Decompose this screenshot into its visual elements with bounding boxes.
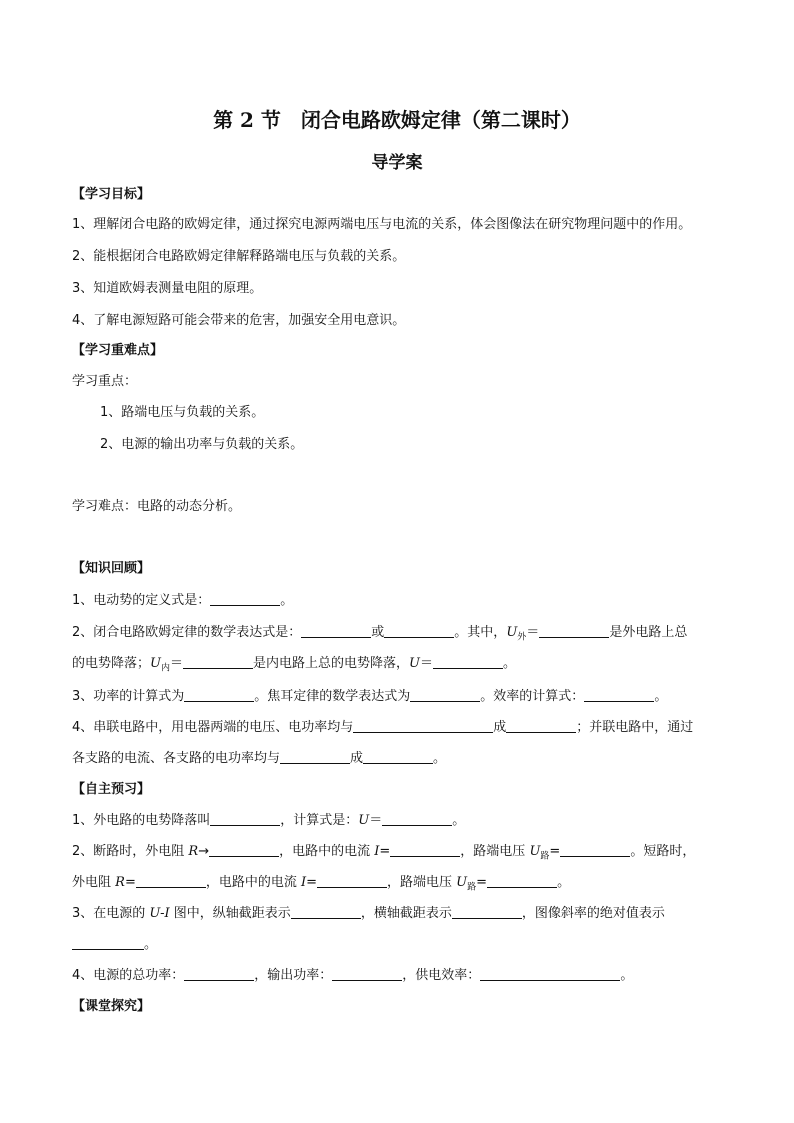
- goal-item-3: 3、知道欧姆表测量电阻的原理。: [72, 281, 263, 296]
- preview-question-4: 4、电源的总功率： ，输出功率： ，供电效率： 。: [72, 968, 634, 983]
- answer-blank[interactable]: [332, 967, 402, 981]
- answer-blank[interactable]: [410, 688, 480, 702]
- review-question-2-cont: 的电势降落；$U_内=$ 是内电路上总的电势降落，U＝ 。: [72, 656, 517, 674]
- answer-blank[interactable]: [487, 874, 557, 888]
- preview-question-1: 1、外电路的电势降落叫 ，计算式是：U＝ 。: [72, 813, 466, 828]
- answer-blank[interactable]: [301, 624, 371, 638]
- page-title: 第 2 节 闭合电路欧姆定律（第二课时）: [213, 108, 581, 132]
- section-heading-preview: 【自主预习】: [72, 782, 151, 797]
- section-heading-key-points: 【学习重难点】: [72, 343, 164, 358]
- focus-label: 学习重点：: [72, 374, 138, 389]
- answer-blank[interactable]: [539, 624, 609, 638]
- answer-blank[interactable]: [210, 592, 280, 606]
- answer-blank[interactable]: [72, 936, 144, 950]
- preview-question-2: 2、断路时，外电阻 R→ ，电路中的电流 I= ，路端电压 $U_路=$ 。短路时，: [72, 844, 696, 862]
- section-heading-review: 【知识回顾】: [72, 561, 151, 576]
- answer-blank[interactable]: [210, 812, 280, 826]
- difficulty-text: 学习难点：电路的动态分析。: [72, 499, 242, 514]
- preview-question-2-cont: 外电阻 R= ，电路中的电流 I= ，路端电压 $U_路=$ 。: [72, 875, 571, 893]
- focus-item-1: 1、路端电压与负载的关系。: [100, 405, 265, 420]
- answer-blank[interactable]: [280, 750, 350, 764]
- review-question-3: 3、功率的计算式为 。焦耳定律的数学表达式为 。效率的计算式： 。: [72, 689, 668, 704]
- goal-item-4: 4、了解电源短路可能会带来的危害，加强安全用电意识。: [72, 313, 406, 328]
- review-question-4: 4、串联电路中，用电器两端的电压、电功率均与 成 ；并联电路中，通过: [72, 720, 694, 735]
- answer-blank[interactable]: [184, 688, 254, 702]
- answer-blank[interactable]: [390, 843, 460, 857]
- review-question-1: 1、电动势的定义式是： 。: [72, 593, 294, 608]
- answer-blank[interactable]: [209, 843, 279, 857]
- review-question-4-cont: 各支路的电流、各支路的电功率均与 成 。: [72, 751, 447, 766]
- review-question-2: 2、闭合电路欧姆定律的数学表达式是： 或 。其中，$U_外=$ 是外电路上总: [72, 625, 688, 643]
- answer-blank[interactable]: [560, 843, 630, 857]
- page-subtitle: 导学案: [371, 153, 423, 173]
- answer-blank[interactable]: [384, 624, 454, 638]
- section-heading-explore: 【课堂探究】: [72, 999, 151, 1014]
- answer-blank[interactable]: [363, 750, 433, 764]
- answer-blank[interactable]: [291, 905, 361, 919]
- answer-blank[interactable]: [480, 967, 620, 981]
- answer-blank[interactable]: [584, 688, 654, 702]
- answer-blank[interactable]: [452, 905, 522, 919]
- section-heading-goals: 【学习目标】: [72, 187, 151, 202]
- answer-blank[interactable]: [183, 655, 253, 669]
- answer-blank[interactable]: [184, 967, 254, 981]
- goal-item-2: 2、能根据闭合电路欧姆定律解释路端电压与负载的关系。: [72, 249, 406, 264]
- answer-blank[interactable]: [317, 874, 387, 888]
- focus-item-2: 2、电源的输出功率与负载的关系。: [100, 437, 304, 452]
- answer-blank[interactable]: [136, 874, 206, 888]
- preview-question-3: 3、在电源的 U-I 图中，纵轴截距表示 ，横轴截距表示 ，图像斜率的绝对值表示: [72, 906, 665, 921]
- answer-blank[interactable]: [382, 812, 452, 826]
- answer-blank[interactable]: [353, 719, 493, 733]
- answer-blank[interactable]: [433, 655, 503, 669]
- preview-question-3-cont: 。: [72, 936, 157, 954]
- goal-item-1: 1、理解闭合电路的欧姆定律，通过探究电源两端电压与电流的关系，体会图像法在研究物理问题中的作用。: [72, 217, 692, 232]
- answer-blank[interactable]: [506, 719, 576, 733]
